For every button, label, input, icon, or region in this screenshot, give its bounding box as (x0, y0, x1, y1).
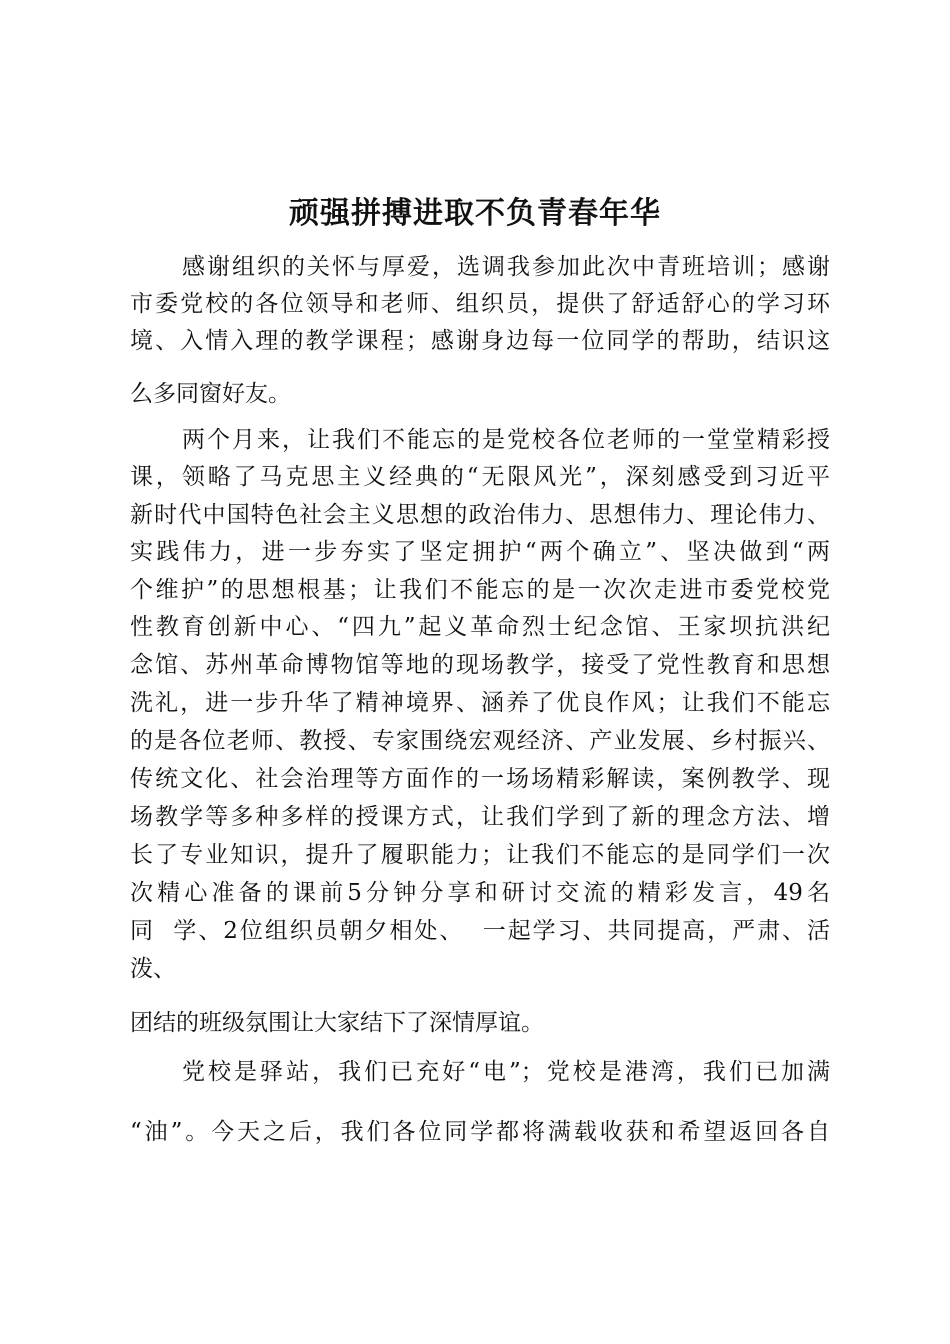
paragraph-line: 念馆、苏州革命博物馆等地的现场教学，接受了党性教育和思想 (130, 652, 830, 678)
paragraph-line: 团结的班级氛围让大家结下了深情厚谊。 (130, 1010, 544, 1036)
paragraph-line: 的是各位老师、教授、专家围绕宏观经济、产业发展、乡村振兴、 (130, 728, 830, 754)
paragraph-line: 场教学等多种多样的授课方式，让我们学到了新的理念方法、增 (130, 804, 830, 830)
paragraph-line: 长了专业知识，提升了履职能力；让我们不能忘的是同学们一次 (130, 842, 830, 868)
paragraph-line: 同 学、2位组织员朝夕相处、 一起学习、共同提高，严肃、活 (130, 918, 830, 944)
paragraph-line: 境、入情入理的教学课程；感谢身边每一位同学的帮助，结识这 (130, 328, 830, 354)
paragraph-line: 么多同窗好友。 (130, 381, 291, 407)
paragraph-line: 两个月来，让我们不能忘的是党校各位老师的一堂堂精彩授 (182, 427, 830, 453)
paragraph-line: 实践伟力，进一步夯实了坚定拥护“两个确立”、坚决做到“两 (130, 539, 830, 565)
paragraph-line: 新时代中国特色社会主义思想的政治伟力、思想伟力、理论伟力、 (130, 502, 830, 528)
paragraph-line: 传统文化、社会治理等方面作的一场场精彩解读，案例教学、现 (130, 766, 830, 792)
document-title: 顽强拼搏进取不负青春年华 (289, 196, 661, 231)
paragraph-line: 市委党校的各位领导和老师、组织员，提供了舒适舒心的学习环 (130, 291, 830, 317)
paragraph-line: 泼、 (130, 956, 176, 982)
paragraph-line: 洗礼，进一步升华了精神境界、涵养了优良作风；让我们不能忘 (130, 690, 830, 716)
paragraph-line: 党校是驿站，我们已充好“电”；党校是港湾，我们已加满 (182, 1059, 830, 1085)
paragraph-line: 次精心准备的课前5分钟分享和研讨交流的精彩发言，49名 (130, 880, 830, 906)
paragraph-line: 感谢组织的关怀与厚爱，选调我参加此次中青班培训；感谢 (182, 254, 830, 280)
paragraph-line: 课，领略了马克思主义经典的“无限风光”，深刻感受到习近平 (130, 464, 830, 490)
paragraph-line: 个维护”的思想根基；让我们不能忘的是一次次走进市委党校党 (130, 577, 830, 603)
paragraph-line: 性教育创新中心、“四九”起义革命烈士纪念馆、王家坝抗洪纪 (130, 614, 830, 640)
paragraph-line: “油”。今天之后，我们各位同学都将满载收获和希望返回各自 (130, 1119, 830, 1145)
